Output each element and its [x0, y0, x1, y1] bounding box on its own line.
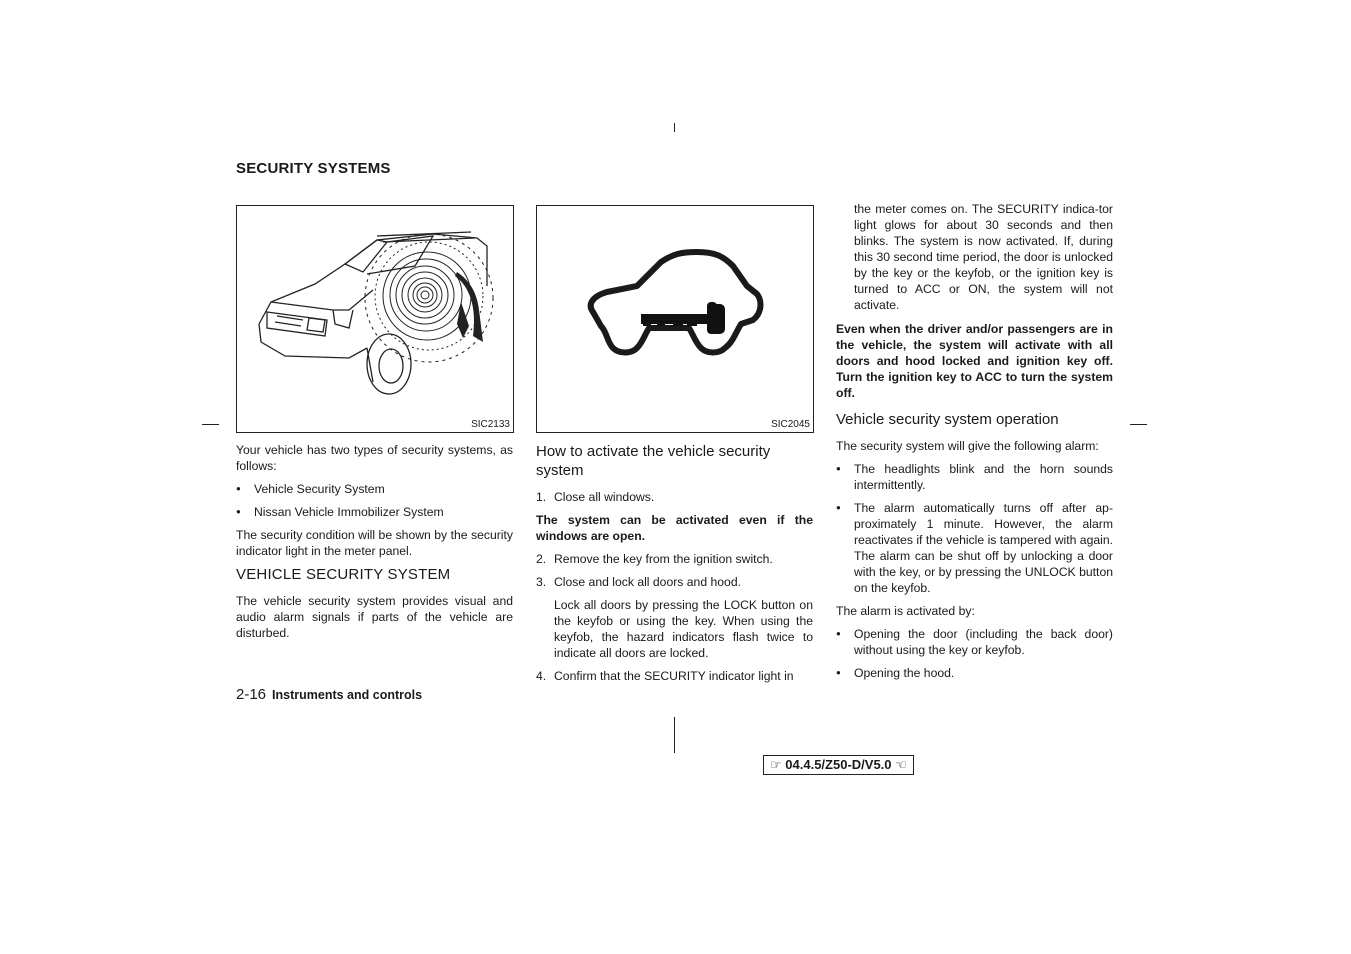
- suv-alarm-illustration: [237, 206, 513, 416]
- step-4-continued: the meter comes on. The SECURITY indica-tor light glows for about 30 seconds and then blinks. The system is now activated. If, during this 30 second time period, the door is unlocked by the key or the keyfob, or the ignition key is turned to ACC or ON, the system will not activate.: [854, 202, 1113, 312]
- vehicle-security-heading: VEHICLE SECURITY SYSTEM: [236, 566, 451, 583]
- operation-heading: Vehicle security system operation: [836, 411, 1059, 428]
- version-code: 04.4.5/Z50-D/V5.0: [785, 757, 892, 772]
- step-text: Remove the key from the ignition switch.: [554, 552, 773, 566]
- step-1: [536, 489, 813, 505]
- list-item: ● The headlights blink and the horn sounds intermittently.: [836, 461, 1113, 493]
- step-number: 1.: [536, 490, 547, 504]
- step-2: [536, 551, 813, 567]
- list-item: ● Opening the door (including the back door) without using the key or keyfob.: [836, 626, 1113, 658]
- intro-text: Your vehicle has two types of security systems, as follows:: [236, 443, 513, 473]
- step-number: 4.: [536, 669, 547, 683]
- page-footer: [236, 686, 422, 704]
- figure-security-indicator: [536, 205, 814, 433]
- list-item: ● Nissan Vehicle Immobilizer System: [236, 504, 513, 520]
- figure-suv-alarm: [236, 205, 514, 433]
- list-item: ● Vehicle Security System: [236, 481, 513, 497]
- alarm-intro: The security system will give the following alarm:: [836, 439, 1099, 453]
- column-left: [236, 442, 513, 648]
- passengers-note: Even when the driver and/or passengers are in the vehicle, the system will activate with all doors and hood locked and ignition key off. Turn the ignition key to ACC to turn the system off.: [836, 322, 1113, 400]
- crop-mark-right: [1130, 424, 1147, 425]
- condition-text: The security condition will be shown by the security indicator light in the meter panel.: [236, 528, 513, 558]
- windows-open-note: The system can be activated even if the windows are open.: [536, 513, 813, 543]
- section-label: Instruments and controls: [272, 688, 423, 702]
- step-text: Close all windows.: [554, 490, 655, 504]
- step-text: Confirm that the SECURITY indicator light in: [554, 669, 794, 683]
- figure-code-left: SIC2133: [471, 419, 510, 430]
- crop-mark-bottom: [674, 717, 675, 753]
- column-middle: [536, 442, 813, 691]
- step-number: 3.: [536, 575, 547, 589]
- car-key-indicator-icon: [537, 206, 813, 406]
- page-number: 2-16: [236, 686, 267, 703]
- list-item: ● The alarm automatically turns off after ap-proximately 1 minute. However, the alarm reactivates if the vehicle is tampered with again. The alarm can be shut off by unlocking a door with the key, or by pressing the UNLOCK button on the keyfob.: [836, 500, 1113, 596]
- crop-mark-top: [674, 123, 675, 132]
- pointing-left-icon: ☜: [895, 757, 907, 772]
- pointing-right-icon: ☞: [770, 757, 782, 772]
- activated-by-text: The alarm is activated by:: [836, 604, 975, 618]
- crop-mark-left: [202, 424, 219, 425]
- step-text: Close and lock all doors and hood.: [554, 575, 741, 589]
- list-item: ● Opening the hood.: [836, 665, 1113, 681]
- column-right: [836, 201, 1113, 688]
- vehicle-security-body: The vehicle security system provides visual and audio alarm signals if parts of the vehicle are disturbed.: [236, 594, 513, 640]
- step-number: 2.: [536, 552, 547, 566]
- step-3-detail: Lock all doors by pressing the LOCK button on the keyfob or using the key. When using the keyfob, the hazard indicators flash twice to indicate all doors are locked.: [554, 598, 813, 660]
- page-title: SECURITY SYSTEMS: [236, 160, 391, 177]
- step-4: [536, 668, 813, 684]
- activate-heading: How to activate the vehicle security system: [536, 443, 771, 479]
- version-stamp: [763, 755, 914, 775]
- step-3: [536, 574, 813, 590]
- figure-code-middle: SIC2045: [771, 419, 810, 430]
